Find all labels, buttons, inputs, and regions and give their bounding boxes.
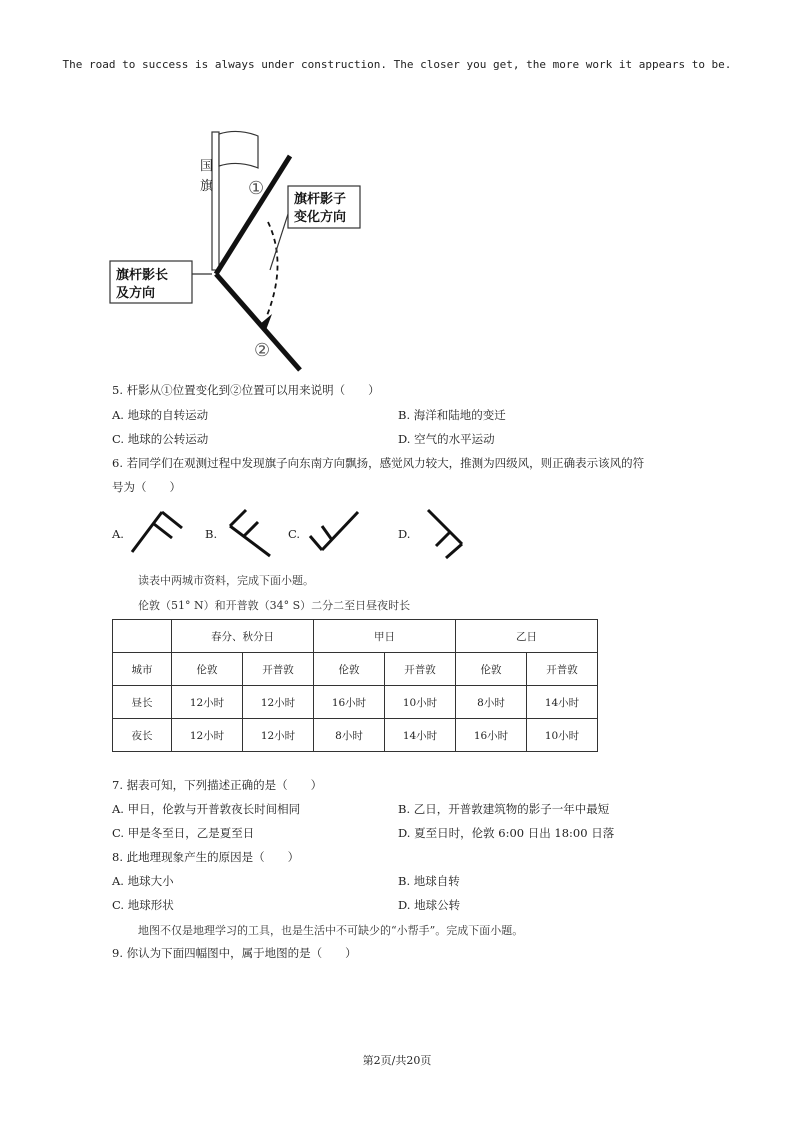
- table-cell: 开普敦: [243, 653, 314, 686]
- box-shadow-line2: 及方向: [116, 286, 156, 301]
- q8-option-d: D. 地球公转: [398, 898, 461, 912]
- q5-option-d: D. 空气的水平运动: [398, 432, 495, 446]
- wind-symbol-c: [306, 508, 362, 554]
- table-cell: 城市: [113, 653, 172, 686]
- change-direction-callout: [268, 184, 364, 280]
- table-header-row: [113, 620, 598, 653]
- table-cell: 8小时: [456, 686, 527, 719]
- q6-stem-line1: 6. 若同学们在观测过程中发现旗子向东南方向飘扬，感觉风力较大，推测为四级风，则正确表示该风的符: [112, 456, 645, 470]
- table-cell: 开普敦: [527, 653, 598, 686]
- q7-option-d: D. 夏至日时，伦敦 6:00 日出 18:00 日落: [398, 826, 615, 840]
- wind-symbol-b: [226, 506, 274, 560]
- table-cell: 昼长: [113, 686, 172, 719]
- table-group-header: 甲日: [314, 620, 456, 653]
- table-cell: 12小时: [243, 686, 314, 719]
- q7-option-b: B. 乙日，开普敦建筑物的影子一年中最短: [398, 802, 610, 816]
- table-title: 伦敦（51° N）和开普敦（34° S）二分二至日昼夜时长: [138, 599, 411, 612]
- table-cell: 12小时: [172, 686, 243, 719]
- q6-label-a: A.: [112, 527, 124, 541]
- header-quote: The road to success is always under construction. The closer you get, the more work it appears to be.: [62, 58, 732, 71]
- table-cell: 伦敦: [172, 653, 243, 686]
- q7-stem: 7. 据表可知，下列描述正确的是（ ）: [112, 778, 323, 792]
- table-row: [113, 686, 598, 719]
- q7-option-a: A. 甲日，伦敦与开普敦夜长时间相同: [112, 802, 301, 816]
- day-night-table: [112, 619, 598, 752]
- q8-stem: 8. 此地理现象产生的原因是（ ）: [112, 850, 300, 864]
- flag-label-2: 旗: [200, 179, 214, 194]
- circle-2: ②: [254, 340, 271, 361]
- table-cell: 伦敦: [456, 653, 527, 686]
- q5-option-a: A. 地球的自转运动: [112, 408, 209, 422]
- map-intro: 地图不仅是地理学习的工具，也是生活中不可缺少的“小帮手”。完成下面小题。: [138, 924, 524, 937]
- q5-stem: 5. 杆影从①位置变化到②位置可以用来说明（ ）: [112, 383, 380, 397]
- table-cell: 夜长: [113, 719, 172, 752]
- table-cell: 16小时: [456, 719, 527, 752]
- wind-symbol-a: [130, 508, 186, 554]
- q6-label-d: D.: [398, 527, 411, 541]
- table-group-header: 乙日: [456, 620, 598, 653]
- q8-option-a: A. 地球大小: [112, 874, 174, 888]
- table-cell: 开普敦: [385, 653, 456, 686]
- table-cell: 10小时: [385, 686, 456, 719]
- table-cell: 14小时: [527, 686, 598, 719]
- flag-pole: [212, 132, 219, 270]
- page-footer: 第2页/共20页: [362, 1054, 432, 1067]
- table-cell: 8小时: [314, 719, 385, 752]
- q5-option-b: B. 海洋和陆地的变迁: [398, 408, 506, 422]
- table-cell: 12小时: [243, 719, 314, 752]
- q9-stem: 9. 你认为下面四幅图中，属于地图的是（ ）: [112, 946, 357, 960]
- q5-option-c: C. 地球的公转运动: [112, 432, 209, 446]
- q8-option-c: C. 地球形状: [112, 898, 174, 912]
- table-row: [113, 719, 598, 752]
- flag-label-1: 国: [200, 159, 214, 174]
- table-cell: 16小时: [314, 686, 385, 719]
- wind-symbol-d: [424, 506, 468, 560]
- q6-label-b: B.: [205, 527, 218, 541]
- table-cell: 14小时: [385, 719, 456, 752]
- q8-option-b: B. 地球自转: [398, 874, 460, 888]
- box-change-line2: 变化方向: [294, 210, 347, 225]
- table-row: [113, 653, 598, 686]
- circle-1: ①: [248, 178, 265, 199]
- q7-option-c: C. 甲是冬至日，乙是夏至日: [112, 826, 255, 840]
- box-shadow-line1: 旗杆影长: [116, 268, 169, 283]
- table-cell: 12小时: [172, 719, 243, 752]
- table-corner-cell: [113, 620, 172, 653]
- table-cell: 伦敦: [314, 653, 385, 686]
- box-change-line1: 旗杆影子: [294, 192, 347, 207]
- table-group-header: 春分、秋分日: [172, 620, 314, 653]
- table-intro: 读表中两城市资料，完成下面小题。: [138, 574, 314, 587]
- flag: [219, 131, 258, 168]
- table-cell: 10小时: [527, 719, 598, 752]
- q6-label-c: C.: [288, 527, 301, 541]
- q6-stem-line2: 号为（ ）: [112, 480, 181, 494]
